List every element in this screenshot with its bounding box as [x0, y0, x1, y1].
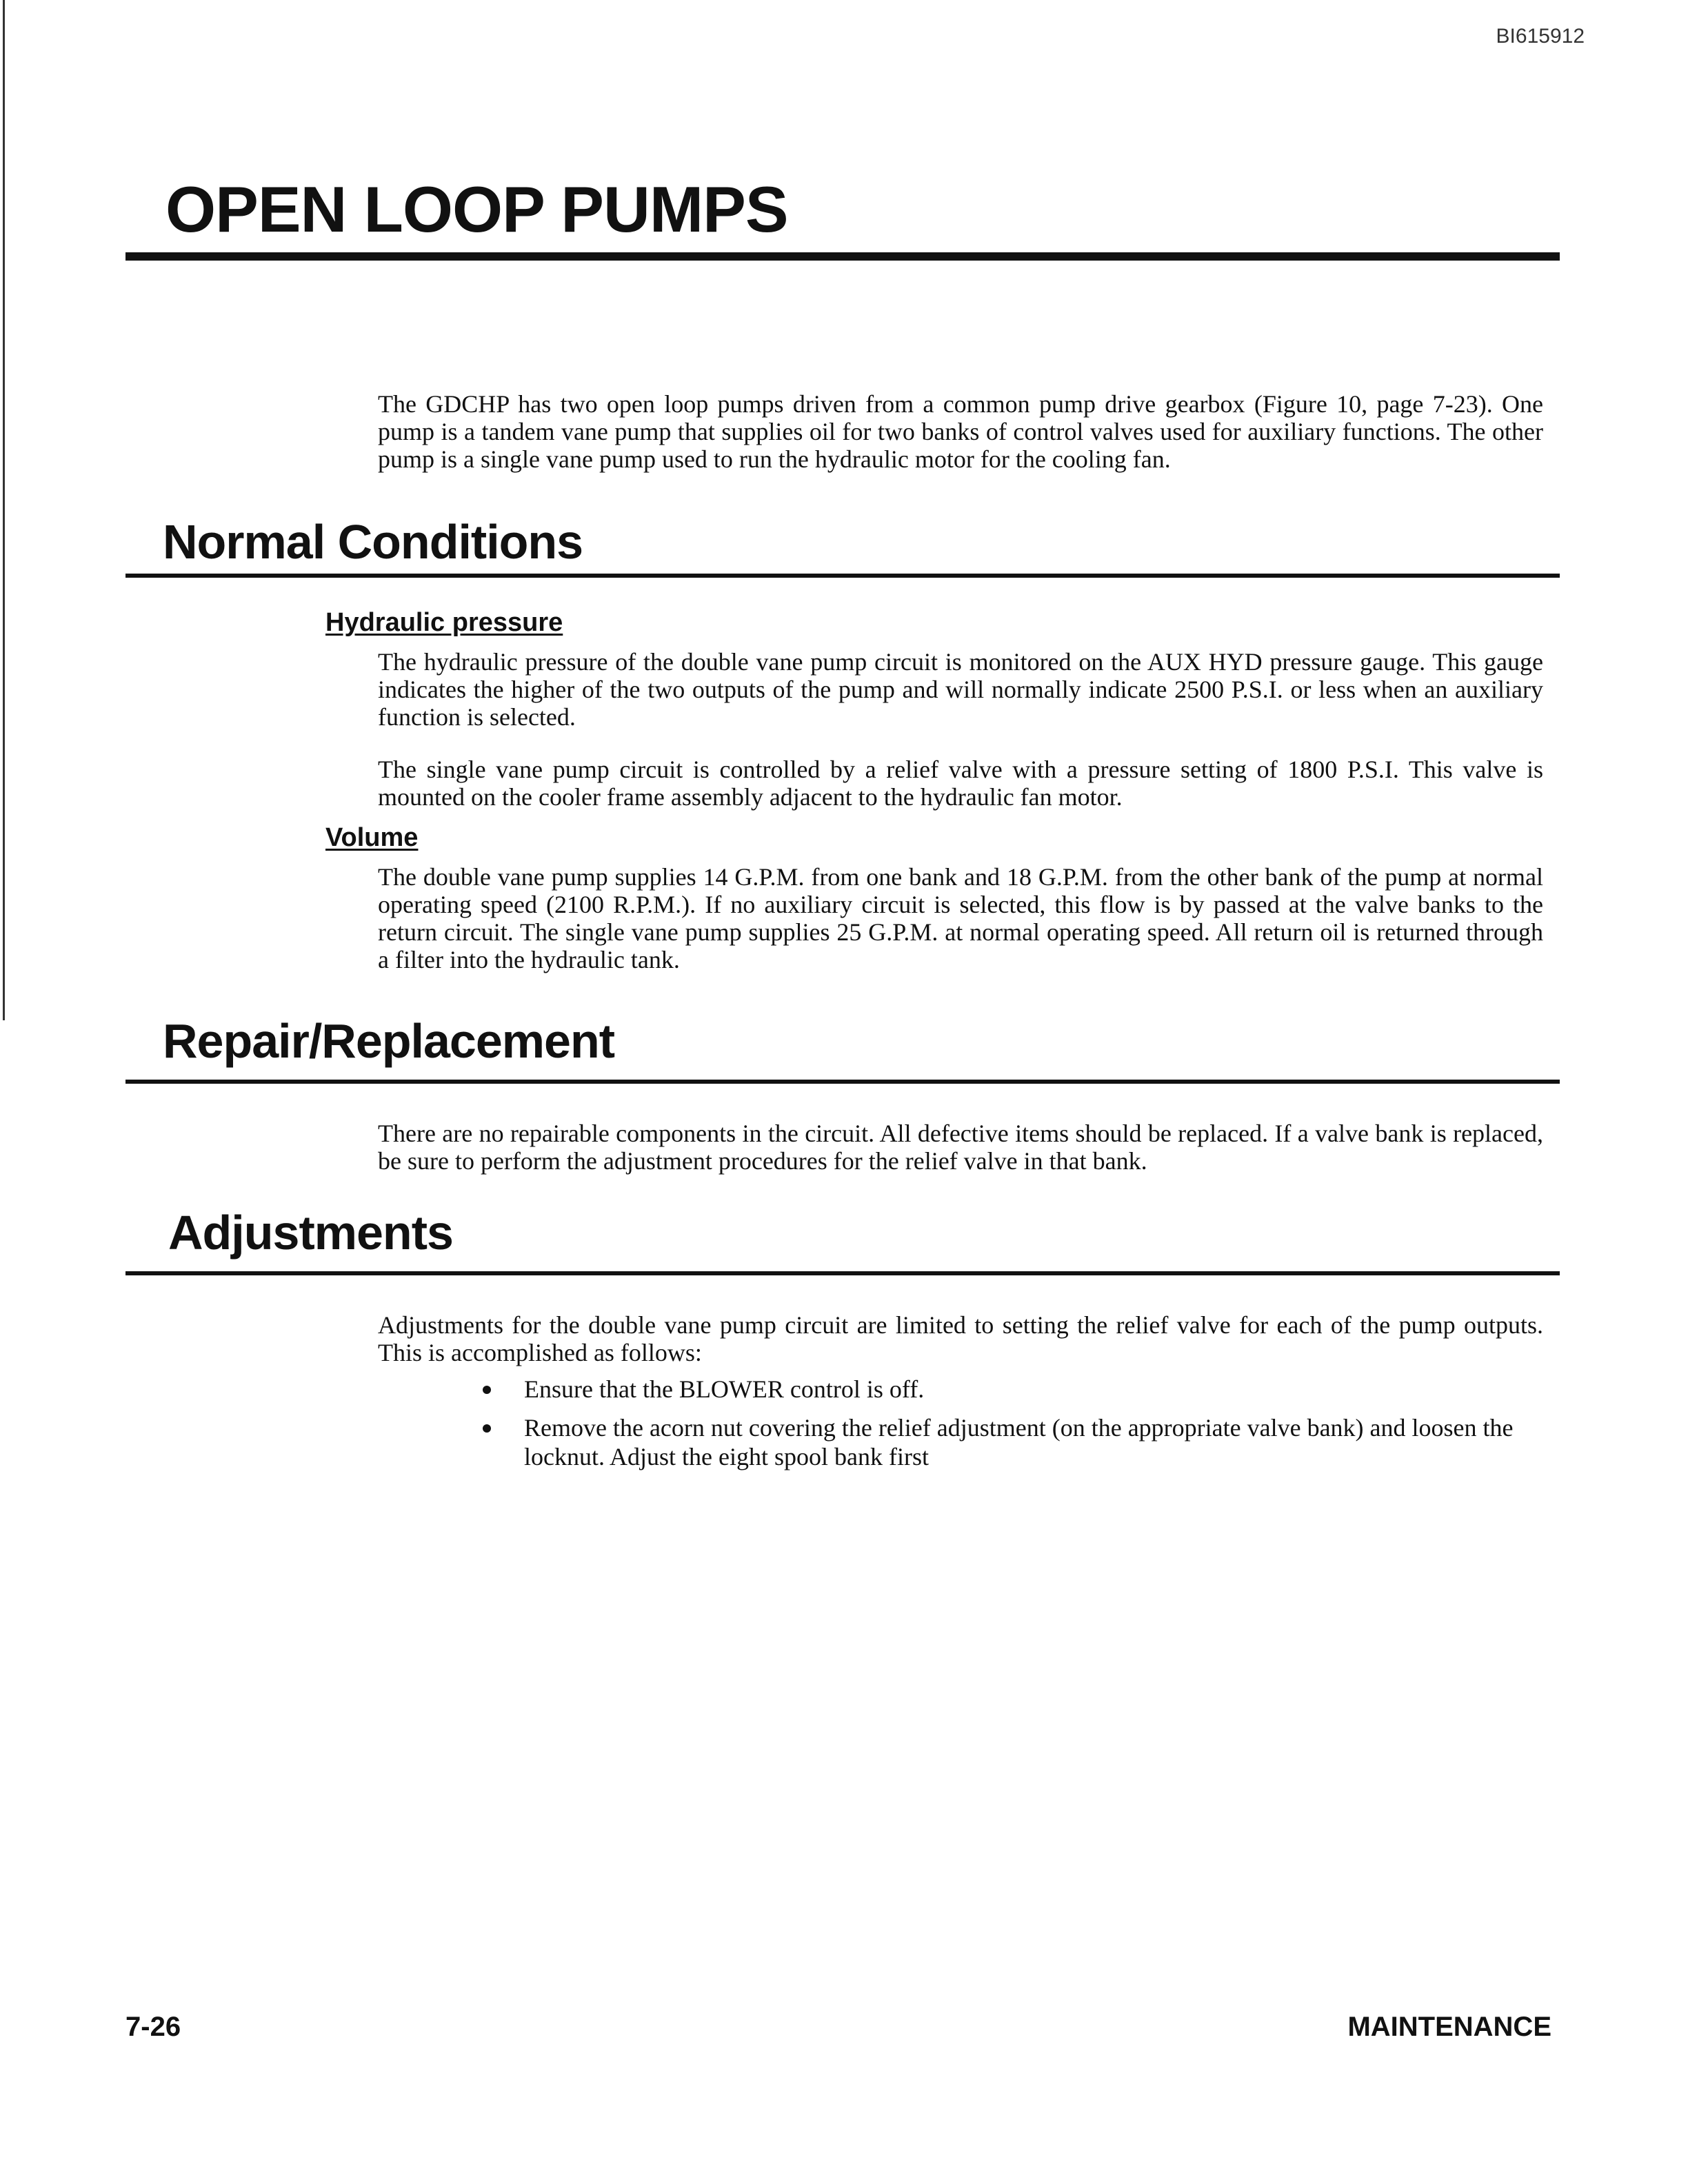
section-rule-normal-conditions	[125, 574, 1560, 578]
footer-section-name: MAINTENANCE	[1347, 2012, 1551, 2042]
repair-paragraph: There are no repairable components in the circuit. All defective items should be replaced. If a valve bank is replaced, be sure to perform the adjustment procedures for the relief valve in that bank.	[378, 1120, 1543, 1175]
page-title: OPEN LOOP PUMPS	[165, 173, 788, 245]
footer-page-number: 7-26	[125, 2012, 181, 2042]
list-item	[476, 1375, 1524, 1404]
hydraulic-pressure-paragraph-1: The hydraulic pressure of the double vane pump circuit is monitored on the AUX HYD pressure gauge. This gauge indicates the higher of the two outputs of the pump and will normally indicate 2500 P.S.I. or less when an auxiliary function is selected.	[378, 648, 1543, 731]
section-heading-adjustments: Adjustments	[168, 1206, 453, 1260]
subheading-hydraulic-pressure: Hydraulic pressure	[325, 608, 563, 637]
section-heading-normal-conditions: Normal Conditions	[163, 515, 583, 569]
title-rule	[125, 252, 1560, 261]
subheading-volume: Volume	[325, 823, 419, 852]
binding-edge-line	[3, 0, 5, 1020]
section-heading-repair-replacement: Repair/Replacement	[163, 1014, 615, 1068]
bullet-icon	[483, 1386, 491, 1394]
hydraulic-pressure-paragraph-2: The single vane pump circuit is controlled by a relief valve with a pressure setting of 1800 P.S.I. This valve is mounted on the cooler frame assembly adjacent to the hydraulic fan motor.	[378, 756, 1543, 811]
list-item-text: Ensure that the BLOWER control is off.	[524, 1375, 925, 1403]
bullet-icon	[483, 1424, 491, 1433]
adjustment-steps-list	[476, 1375, 1524, 1481]
intro-paragraph: The GDCHP has two open loop pumps driven from a common pump drive gearbox (Figure 10, page 7-23). One pump is a tandem vane pump that supplies oil for two banks of control valves used for auxiliary functions. The other pump is a single vane pump used to run the hydraulic motor for the cooling fan.	[378, 390, 1543, 473]
section-rule-adjustments	[125, 1271, 1560, 1275]
list-item	[476, 1413, 1524, 1471]
list-item-text: Remove the acorn nut covering the relief adjustment (on the appropriate valve bank) and loosen the locknut. Adjust the eight spool bank first	[524, 1414, 1514, 1470]
document-id: BI615912	[1496, 25, 1585, 48]
section-rule-repair-replacement	[125, 1080, 1560, 1084]
adjustments-paragraph: Adjustments for the double vane pump circuit are limited to setting the relief valve for each of the pump outputs. This is accomplished as follows:	[378, 1311, 1543, 1366]
volume-paragraph: The double vane pump supplies 14 G.P.M. from one bank and 18 G.P.M. from the other bank of the pump at normal operating speed (2100 R.P.M.). If no auxiliary circuit is selected, this flow is by passed at the valve banks to the return circuit. The single vane pump supplies 25 G.P.M. at normal operating speed. All return oil is returned through a filter into the hydraulic tank.	[378, 863, 1543, 973]
